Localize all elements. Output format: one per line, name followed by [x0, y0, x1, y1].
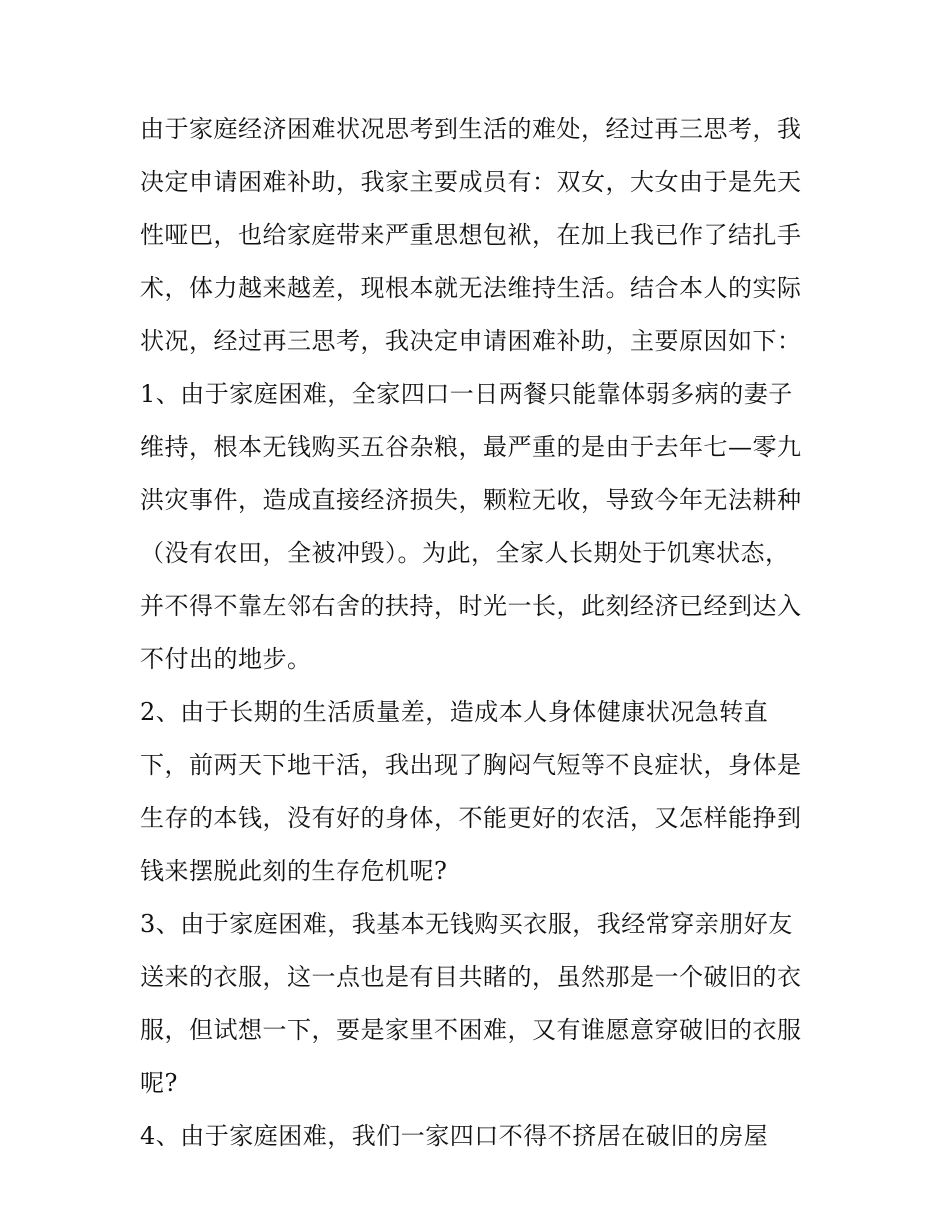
text-line: 决定申请困难补助，我家主要成员有：双女，大女由于是先天 — [140, 168, 802, 196]
text-line: 术，体力越来越差，现根本就无法维持生活。结合本人的实际 — [140, 274, 802, 302]
text-line: 1、由于家庭困难，全家四口一日两餐只能靠体弱多病的妻子 — [140, 380, 793, 408]
text-line: 4、由于家庭困难，我们一家四口不得不挤居在破旧的房屋 — [140, 1122, 769, 1150]
text-line: 并不得不靠左邻右舍的扶持，时光一长，此刻经济已经到达入 — [140, 592, 802, 620]
text-line: 不付出的地步。 — [140, 645, 312, 673]
text-line: 下，前两天下地干活，我出现了胸闷气短等不良症状，身体是 — [140, 751, 802, 779]
text-line: 呢? — [140, 1069, 178, 1097]
text-line: 2、由于长期的生活质量差，造成本人身体健康状况急转直 — [140, 698, 769, 726]
text-line: 维持，根本无钱购买五谷杂粮，最严重的是由于去年七—零九 — [140, 433, 802, 461]
text-line: 送来的衣服，这一点也是有目共睹的，虽然那是一个破旧的衣 — [140, 963, 802, 991]
document-body — [140, 103, 820, 1163]
text-line: 性哑巴，也给家庭带来严重思想包袱，在加上我已作了结扎手 — [140, 221, 802, 249]
text-line: 服，但试想一下，要是家里不困难，又有谁愿意穿破旧的衣服 — [140, 1016, 802, 1044]
text-line: 洪灾事件，造成直接经济损失，颗粒无收，导致今年无法耕种 — [140, 486, 802, 514]
text-line: 生存的本钱，没有好的身体，不能更好的农活，又怎样能挣到 — [140, 804, 802, 832]
text-line: 3、由于家庭困难，我基本无钱购买衣服，我经常穿亲朋好友 — [140, 910, 793, 938]
text-line: 钱来摆脱此刻的生存危机呢? — [140, 857, 448, 885]
text-line: 状况，经过再三思考，我决定申请困难补助，主要原因如下： — [140, 327, 802, 355]
text-line: （没有农田，全被冲毁）。为此，全家人长期处于饥寒状态， — [140, 539, 790, 567]
text-line: 由于家庭经济困难状况思考到生活的难处，经过再三思考，我 — [140, 115, 802, 143]
